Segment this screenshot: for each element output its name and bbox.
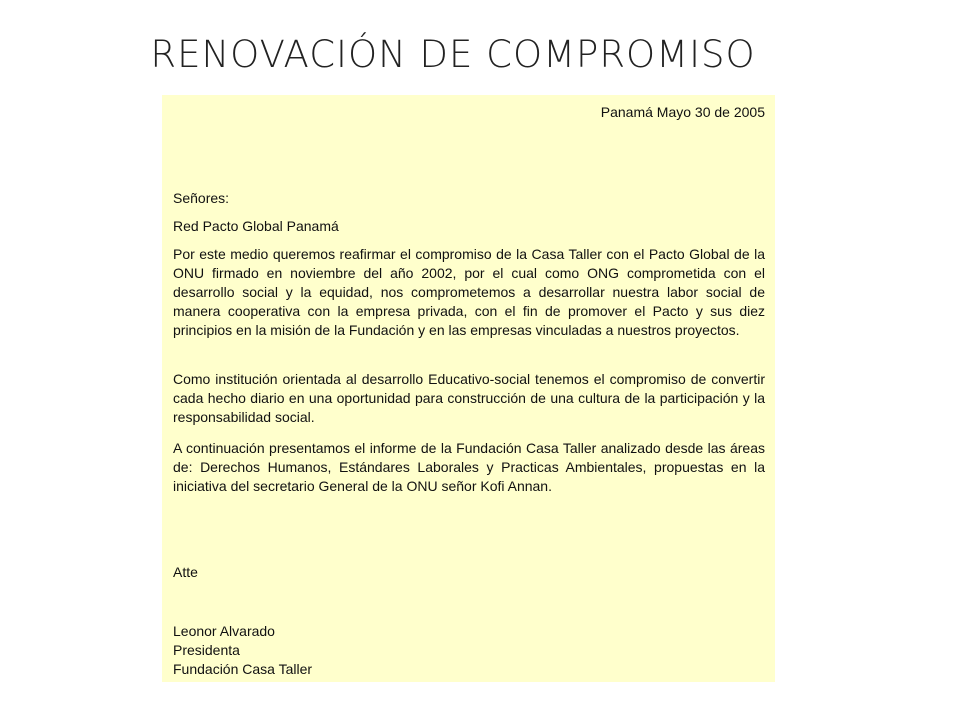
letter-salutation: Señores: (173, 190, 230, 206)
letter-date: Panamá Mayo 30 de 2005 (600, 104, 765, 120)
signature-block (173, 622, 312, 679)
letter-paragraph: A continuación presentamos el informe de la Fundación Casa Taller analizado desde las áreas de: Derechos Humanos, Estándares Laborales y Practicas Ambientales, propuestas en la iniciativa del secretario General de la ONU señor Kofi Annan. (173, 440, 765, 494)
signature-role: Presidenta (173, 642, 240, 658)
letter-paragraph: Como institución orientada al desarrollo Educativo-social tenemos el compromiso de convertir cada hecho diario en una oportunidad para construcción de una cultura de la participación y la responsabilidad social. (173, 371, 765, 425)
signature-name: Leonor Alvarado (173, 623, 275, 639)
letter-recipient: Red Pacto Global Panamá (173, 218, 339, 234)
letter-panel (162, 95, 775, 682)
signature-organization: Fundación Casa Taller (173, 661, 313, 677)
letter-closing: Atte (173, 564, 198, 580)
letter-paragraph: Por este medio queremos reafirmar el compromiso de la Casa Taller con el Pacto Global de la ONU firmado en noviembre del año 2002, por el cual como ONG comprometida con el desarrollo social y la equidad, nos comprometemos a desarrollar nuestra labor social de manera cooperativa con la empresa privada, con el fin de promover el Pacto y sus diez principios en la misión de la Fundación y en las empresas vinculadas a nuestros proyectos. (173, 246, 765, 338)
page-title: RENOVACIÓN DE COMPROMISO (150, 33, 756, 76)
